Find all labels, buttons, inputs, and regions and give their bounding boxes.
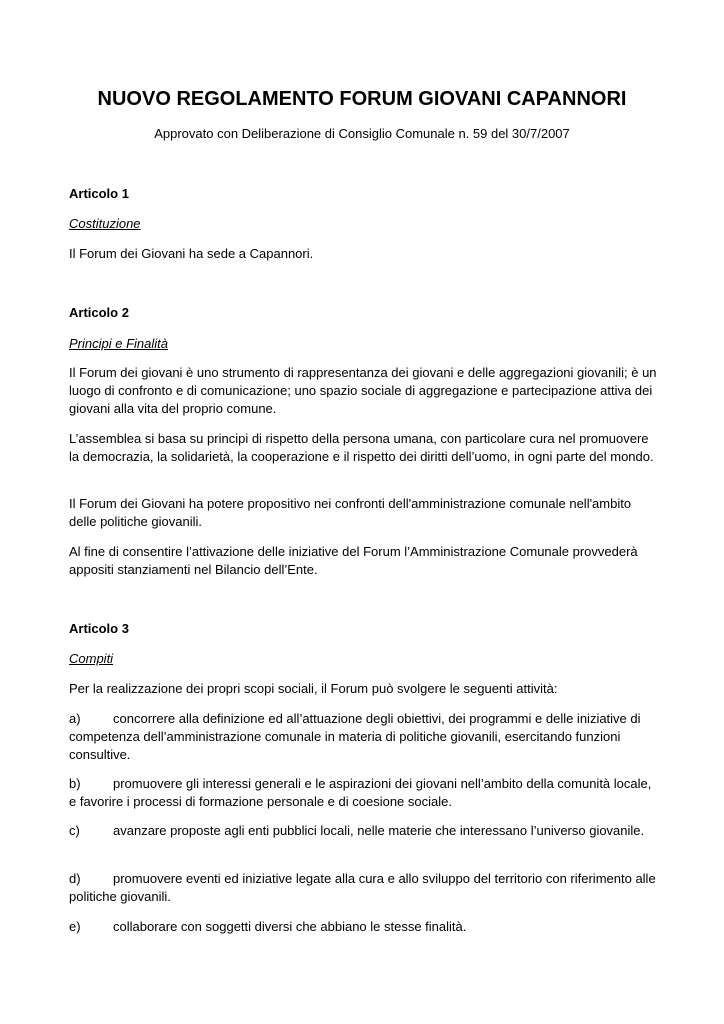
list-item-label: a) xyxy=(69,711,81,726)
article-2-paragraph: L’assemblea si basa su principi di rispetto della persona umana, con particolare cura nel promuovere la democrazia, la solidarietà, la cooperazione e il rispetto dei diritti dell’uomo, in ogni parte del mondo. xyxy=(69,431,654,464)
document-title: NUOVO REGOLAMENTO FORUM GIOVANI CAPANNORI xyxy=(97,88,627,110)
article-3-subheading: Compiti xyxy=(69,651,114,666)
article-1-heading: Articolo 1 xyxy=(69,186,129,201)
article-1-paragraph: Il Forum dei Giovani ha sede a Capannori. xyxy=(69,246,314,261)
list-item-label: b) xyxy=(69,776,81,791)
article-3-intro: Per la realizzazione dei propri scopi sociali, il Forum può svolgere le seguenti attività: xyxy=(69,681,558,696)
list-item xyxy=(69,870,659,906)
list-item xyxy=(69,775,659,811)
article-2-paragraph: Il Forum dei Giovani ha potere propositivo nei confronti dell'amministrazione comunale nell'ambito delle politiche giovanili. xyxy=(69,496,632,529)
list-item-label: d) xyxy=(69,871,81,886)
list-item-text: avanzare proposte agli enti pubblici locali, nelle materie che interessano l’universo giovanile. xyxy=(113,823,645,838)
document-subtitle: Approvato con Deliberazione di Consiglio Comunale n. 59 del 30/7/2007 xyxy=(154,126,570,141)
list-item-text: collaborare con soggetti diversi che abbiano le stesse finalità. xyxy=(113,919,467,934)
list-item xyxy=(69,710,659,764)
list-item-text: promuovere eventi ed iniziative legate alla cura e allo sviluppo del territorio con riferimento alle politiche giovanili. xyxy=(69,871,656,904)
article-2-paragraph: Il Forum dei giovani è uno strumento di rappresentanza dei giovani e delle aggregazioni giovanili; è un luogo di confronto e di comunicazione; uno spazio sociale di aggregazione e partecipazione attiva dei giovani alla vita del proprio comune. xyxy=(69,365,657,416)
article-2-subheading: Principi e Finalità xyxy=(69,336,168,351)
article-1-subheading: Costituzione xyxy=(69,216,141,231)
list-item xyxy=(69,918,659,936)
article-2-heading: Articolo 2 xyxy=(69,305,129,320)
list-item-text: concorrere alla definizione ed all’attuazione degli obiettivi, dei programmi e delle iniziative di competenza dell’amministrazione comunale in materia di politiche giovanili, esercitando funzioni consultive. xyxy=(69,711,641,762)
list-item-label: c) xyxy=(69,823,80,838)
article-2-paragraph: Al fine di consentire l’attivazione delle iniziative del Forum l’Amministrazione Comunale provvederà appositi stanziamenti nel Bilancio dell’Ente. xyxy=(69,544,638,577)
list-item xyxy=(69,822,659,840)
list-item-text: promuovere gli interessi generali e le aspirazioni dei giovani nell’ambito della comunità locale, e favorire i processi di formazione personale e di coesione sociale. xyxy=(69,776,652,809)
article-3-heading: Articolo 3 xyxy=(69,621,129,636)
list-item-label: e) xyxy=(69,919,81,934)
